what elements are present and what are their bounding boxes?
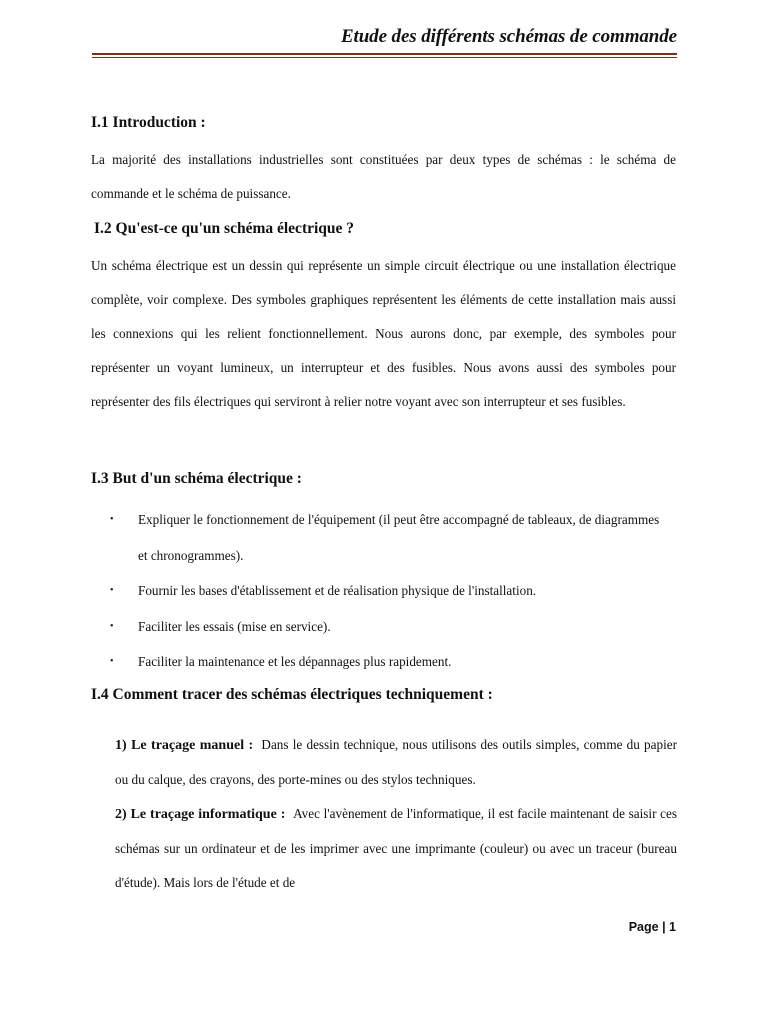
bullet-icon: • (110, 656, 114, 667)
page-number: Page | 1 (628, 920, 676, 934)
purpose-list (110, 502, 670, 680)
bullet-icon: • (110, 620, 114, 632)
list-item (115, 728, 677, 797)
list-item (110, 573, 670, 609)
list-item-lead: 1) Le traçage manuel : (115, 738, 254, 753)
list-item-text: Faciliter la maintenance et les dépannages plus rapidement. (138, 654, 452, 669)
what-is-paragraph: Un schéma électrique est un dessin qui représente un simple circuit électrique ou une installation électrique complète, voir complexe. Des symboles graphiques représentent les éléments de cette installation mais aussi les connexions qui les relient fonctionnellement. Nous aurons donc, par exemple, des symboles pour représenter un voyant lumineux, un interrupteur et des fusibles. Nous avons aussi des symboles pour représenter des fils électriques qui serviront à relier notre voyant avec son interrupteur et ses fusibles. (91, 258, 676, 409)
section-heading-how-to: I.4 Comment tracer des schémas électriques techniquement : (91, 686, 493, 703)
list-item-lead: 2) Le traçage informatique : (115, 807, 286, 822)
document-title: Etude des différents schémas de commande (340, 26, 677, 47)
page-header (92, 26, 677, 54)
list-item (110, 609, 670, 645)
list-item (110, 502, 670, 573)
list-item-text: Dans le dessin technique, nous utilisons des outils simples, comme du papier ou du calque, des crayons, des porte-mines ou des stylos techniques. (115, 737, 677, 787)
introduction-paragraph: La majorité des installations industrielles sont constituées par deux types de schémas : le schéma de commande et le schéma de puissance. (91, 152, 676, 201)
section-heading-what-is: I.2 Qu'est-ce qu'un schéma électrique ? (94, 220, 355, 237)
how-to-list (115, 728, 677, 900)
list-item (110, 644, 670, 680)
header-rule (92, 53, 677, 58)
section-heading-introduction: I.1 Introduction : (91, 114, 206, 131)
list-item-text: Expliquer le fonctionnement de l'équipement (il peut être accompagné de tableaux, de diagrammes et chronogrammes). (138, 512, 660, 563)
list-item-text: Avec l'avènement de l'informatique, il est facile maintenant de saisir ces schémas sur un ordinateur et de les imprimer avec une imprimante (couleur) ou avec un traceur (bureau d'étude). Mais lors de l'étude et de (115, 806, 678, 890)
bullet-icon: • (110, 585, 114, 596)
list-item-text: Fournir les bases d'établissement et de réalisation physique de l'installation. (138, 583, 537, 598)
section-heading-purpose: I.3 But d'un schéma électrique : (91, 470, 302, 487)
list-item-text: Faciliter les essais (mise en service). (138, 618, 331, 634)
bullet-icon: • (110, 514, 114, 525)
list-item (115, 797, 677, 900)
